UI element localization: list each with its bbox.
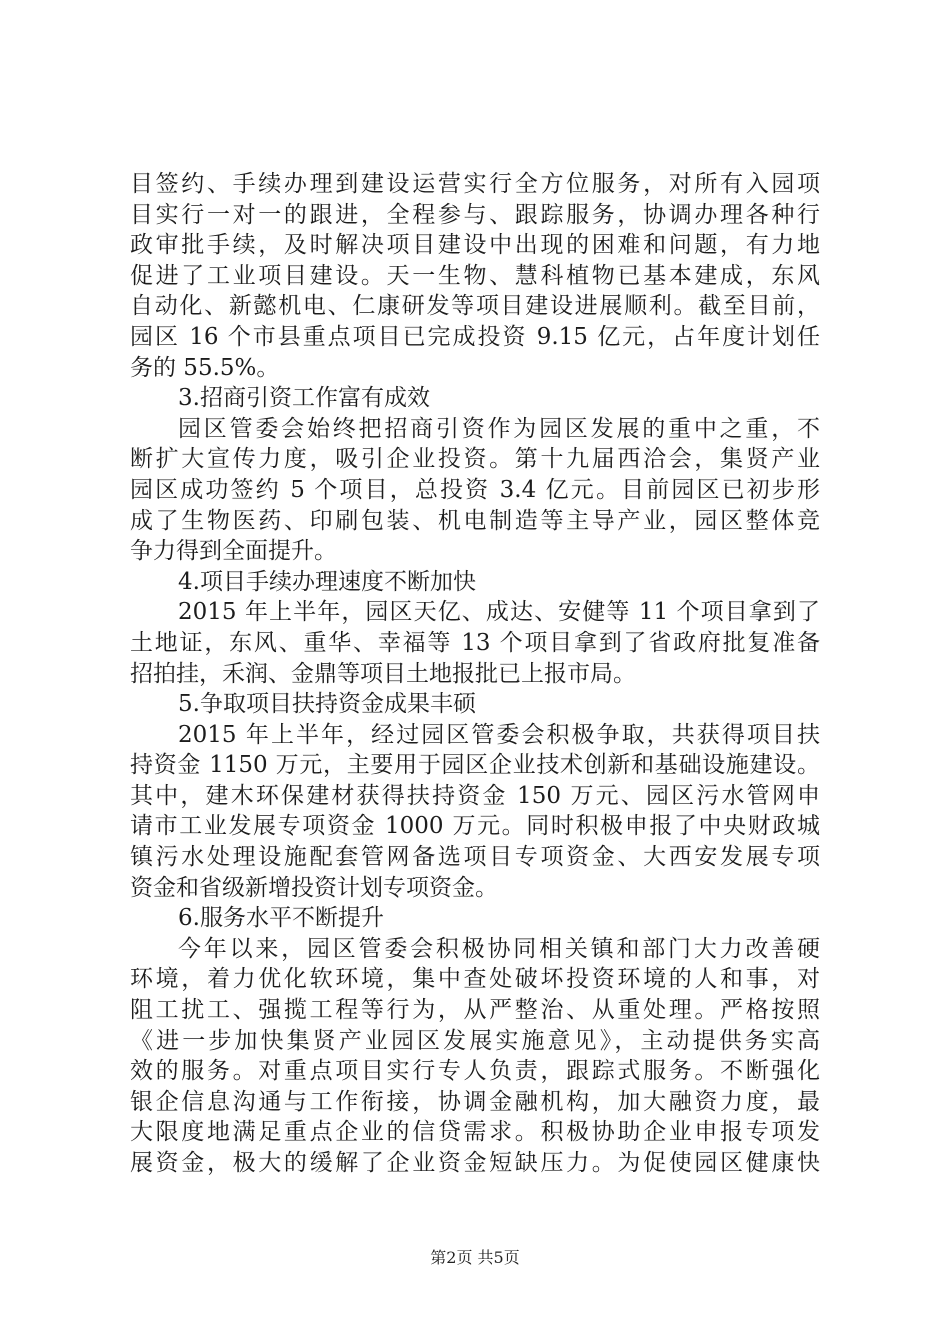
page-number-footer: 第2页 共5页 [430,1248,520,1267]
text-line: 争力得到全面提升。 [130,538,337,565]
section-procedures [130,567,820,689]
text-line: 镇污水处理设施配套管网备选项目专项资金、大西安发展专项 [130,844,820,871]
text-line: 2015 年上半年，经过园区管委会积极争取，共获得项目扶 [178,721,820,748]
text-line: 其中，建木环保建材获得扶持资金 150 万元、园区污水管网申 [130,782,820,809]
section-heading: 4.项目手续办理速度不断加快 [178,568,476,595]
intro-paragraph [130,169,820,383]
section-service [130,903,820,1178]
text-line: 断扩大宣传力度，吸引企业投资。第十九届西洽会，集贤产业 [130,446,820,473]
text-line: 园区管委会始终把招商引资作为园区发展的重中之重，不 [178,415,820,442]
text-line: 请市工业发展专项资金 1000 万元。同时积极申报了中央财政城 [130,813,820,840]
text-line: 银企信息沟通与工作衔接，协调金融机构，加大融资力度，最 [130,1088,820,1115]
text-line: 展资金，极大的缓解了企业资金短缺压力。为促使园区健康快 [130,1150,820,1176]
text-line: 环境，着力优化软环境，集中查处破坏投资环境的人和事，对 [130,966,820,993]
section-investment-attraction [130,383,820,567]
text-line: 目实行一对一的跟进，全程参与、跟踪服务，协调办理各种行 [130,201,820,228]
text-line: 大限度地满足重点企业的信贷需求。积极协助企业申报专项发 [130,1119,820,1146]
text-line: 持资金 1150 万元，主要用于园区企业技术创新和基础设施建设。 [130,752,820,779]
text-line: 2015 年上半年，园区天亿、成达、安健等 11 个项目拿到了 [178,599,820,626]
text-line: 《进一步加快集贤产业园区发展实施意见》，主动提供务实高 [130,1027,820,1054]
section-heading: 6.服务水平不断提升 [178,905,384,932]
text-line: 促进了工业项目建设。天一生物、慧科植物已基本建成，东风 [130,262,820,289]
section-heading: 3.招商引资工作富有成效 [178,385,430,412]
document-body [130,169,820,1179]
text-line: 自动化、新懿机电、仁康研发等项目建设进展顺利。截至目前， [130,293,820,320]
text-line: 阻工扰工、强揽工程等行为，从严整治、从重处理。严格按照 [130,997,820,1024]
section-heading: 5.争取项目扶持资金成果丰硕 [178,691,476,718]
section-funding [130,689,820,903]
text-line: 土地证，东风、重华、幸福等 13 个项目拿到了省政府批复准备 [130,629,820,656]
text-line: 园区成功签约 5 个项目，总投资 3.4 亿元。目前园区已初步形 [130,476,820,503]
text-line: 效的服务。对重点项目实行专人负责，跟踪式服务。不断强化 [130,1058,820,1085]
text-line: 成了生物医药、印刷包装、机电制造等主导产业，园区整体竞 [130,507,820,534]
text-line: 资金和省级新增投资计划专项资金。 [130,874,498,901]
text-line: 政审批手续，及时解决项目建设中出现的困难和问题，有力地 [130,232,820,259]
text-line: 目签约、手续办理到建设运营实行全方位服务，对所有入园项 [130,171,820,197]
text-line: 今年以来，园区管委会积极协同相关镇和部门大力改善硬 [178,935,820,962]
text-line: 务的 55.5%。 [130,354,280,381]
text-line: 园区 16 个市县重点项目已完成投资 9.15 亿元，占年度计划任 [130,323,820,350]
text-line: 招拍挂，禾润、金鼎等项目土地报批已上报市局。 [130,660,636,687]
